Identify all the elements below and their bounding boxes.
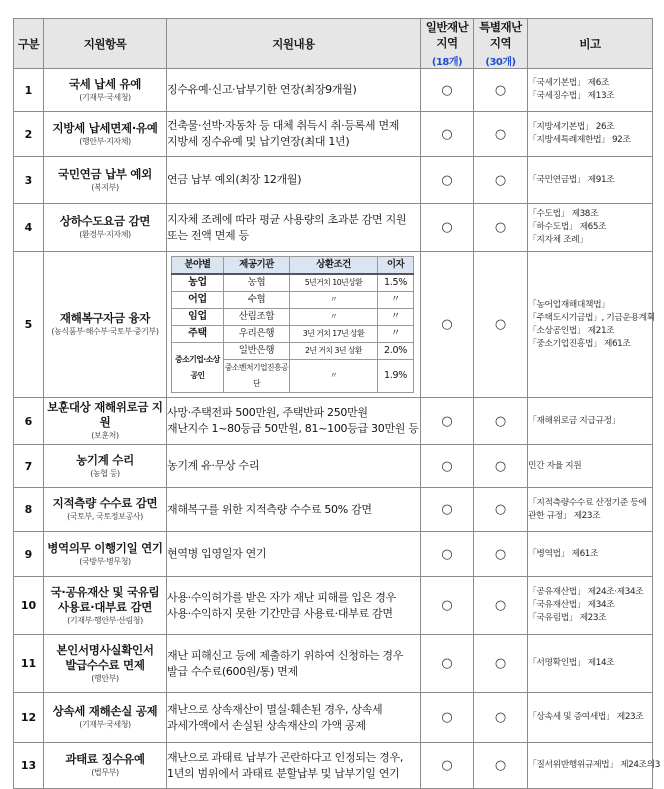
general-area-mark: ○ — [421, 445, 474, 488]
loan-header-rate: 이자 — [378, 257, 414, 275]
disaster-support-table — [13, 18, 660, 789]
row-number: 2 — [14, 112, 44, 157]
special-area-mark: ○ — [474, 204, 528, 252]
special-area-mark: ○ — [474, 532, 528, 577]
legal-basis-note — [528, 445, 653, 488]
legal-basis-note — [528, 532, 653, 577]
legal-basis-note — [528, 488, 653, 532]
loan-terms: 〃 — [290, 309, 378, 326]
support-content — [167, 635, 421, 693]
general-area-mark: ○ — [421, 252, 474, 398]
table-row — [14, 693, 653, 743]
item-title: 국민연금 납부 예외 — [58, 166, 152, 181]
loan-terms: 〃 — [290, 360, 378, 393]
support-item — [44, 252, 167, 398]
item-title: 국세 납세 유예 — [68, 76, 142, 91]
loan-provider: 농협 — [224, 274, 290, 292]
content-line: 사용·수익허가를 받은 자가 재난 피해를 입은 경우 — [167, 590, 396, 604]
item-agency: (국방부·병무청) — [79, 556, 131, 566]
table-row — [14, 743, 653, 789]
support-content — [167, 204, 421, 252]
item-title: 본인서명사실확인서 — [56, 642, 154, 657]
special-area-mark: ○ — [474, 488, 528, 532]
note-line: 「국유재산법」 제34조 — [528, 600, 615, 610]
loan-provider: 우리은행 — [224, 326, 290, 343]
loan-rate: 1.9% — [378, 360, 414, 393]
content-line: 과세가액에서 손실된 상속재산의 가액 공제 — [167, 718, 366, 732]
row-number: 13 — [14, 743, 44, 789]
header-item: 지원항목 — [44, 19, 167, 69]
loan-header-provider: 제공기관 — [224, 257, 290, 275]
general-area-mark: ○ — [421, 635, 474, 693]
special-area-mark: ○ — [474, 69, 528, 112]
support-content — [167, 532, 421, 577]
support-item — [44, 204, 167, 252]
item-agency: (기재부·행안부·산림청) — [67, 615, 143, 625]
special-area-mark: ○ — [474, 743, 528, 789]
header-note: 비고 — [528, 19, 653, 69]
support-item — [44, 693, 167, 743]
note-line: 「재해위로금 지급규정」 — [528, 415, 621, 426]
support-item — [44, 532, 167, 577]
support-item — [44, 69, 167, 112]
item-title: 발급수수료 면제 — [65, 657, 145, 672]
loan-field: 농업 — [172, 274, 224, 292]
loan-row — [172, 292, 414, 309]
content-line: 건축물·선박·자동차 등 대체 취득시 취·등록세 면제 — [167, 119, 400, 132]
general-area-mark: ○ — [421, 157, 474, 204]
loan-rate: 〃 — [378, 309, 414, 326]
note-line: 「지방세특례제한법」 92조 — [528, 135, 631, 145]
legal-basis-note — [528, 252, 653, 398]
support-item — [44, 635, 167, 693]
item-title: 병역의무 이행기일 연기 — [47, 540, 163, 555]
item-title: 상하수도요금 감면 — [59, 214, 151, 228]
row-number: 8 — [14, 488, 44, 532]
content-line: 또는 전액 면제 등 — [167, 228, 249, 242]
support-content — [167, 743, 421, 789]
note-line: 「중소기업진흥법」 제61조 — [528, 338, 631, 349]
support-item — [44, 157, 167, 204]
note-line: 「질서위반행위규제법」 제24조의3 — [528, 760, 660, 770]
support-item — [44, 112, 167, 157]
general-area-mark: ○ — [421, 69, 474, 112]
row-number: 7 — [14, 445, 44, 488]
support-item — [44, 398, 167, 445]
general-area-mark: ○ — [421, 488, 474, 532]
content-line: 연금 납부 예외(최장 12개월) — [167, 173, 302, 186]
note-line: 관한 규정」 제23조 — [528, 510, 601, 521]
loan-subtable — [171, 256, 414, 393]
row-number: 11 — [14, 635, 44, 693]
row-number: 3 — [14, 157, 44, 204]
row-number: 6 — [14, 398, 44, 445]
note-line: 「수도법」 제38조 — [528, 209, 599, 219]
legal-basis-note — [528, 635, 653, 693]
special-area-mark: ○ — [474, 693, 528, 743]
note-line: 「하수도법」 제65조 — [528, 222, 607, 232]
loan-row — [172, 343, 414, 360]
special-area-mark: ○ — [474, 398, 528, 445]
item-title: 재해복구자금 융자 — [59, 311, 151, 325]
legal-basis-note — [528, 112, 653, 157]
row-number: 4 — [14, 204, 44, 252]
note-line: 「병역법」 제61조 — [528, 548, 599, 559]
note-line: 「농어업재해대책법」 — [528, 299, 610, 310]
support-item — [44, 445, 167, 488]
support-content — [167, 693, 421, 743]
special-area-mark: ○ — [474, 157, 528, 204]
header-special-area — [474, 19, 528, 69]
item-agency: (농협 등) — [90, 468, 120, 478]
table-row — [14, 398, 653, 445]
legal-basis-note — [528, 743, 660, 789]
legal-basis-note — [528, 69, 653, 112]
loan-header-terms: 상환조건 — [290, 257, 378, 275]
header-general-count: (18개) — [431, 57, 463, 68]
note-line: 「국세징수법」 제13조 — [528, 91, 615, 101]
general-area-mark: ○ — [421, 398, 474, 445]
loan-terms: 2년 거치 3년 상환 — [290, 343, 378, 360]
table-row — [14, 157, 653, 204]
item-agency: (복지부) — [91, 182, 119, 192]
general-area-mark: ○ — [421, 693, 474, 743]
table-row — [14, 532, 653, 577]
general-area-mark: ○ — [421, 112, 474, 157]
legal-basis-note — [528, 693, 653, 743]
content-line: 지방세 징수유예 및 납기연장(최대 1년) — [167, 135, 350, 148]
support-content — [167, 157, 421, 204]
note-line: 「국민연금법」 제91조 — [528, 174, 615, 185]
content-line: 징수유예·신고·납부기한 연장(최장9개월) — [167, 83, 357, 96]
support-content — [167, 252, 421, 398]
loan-field: 어업 — [172, 292, 224, 309]
loan-provider: 중소벤처기업진흥공단 — [224, 360, 290, 393]
note-line: 「서명확인법」 제14조 — [528, 658, 615, 668]
item-agency: (환경부·지자체) — [79, 230, 131, 239]
header-num: 구분 — [14, 19, 44, 69]
item-title: 상속세 재해손실 공제 — [52, 704, 158, 718]
header-general-label: 일반재난지역 — [425, 20, 469, 50]
item-title: 사용료·대부료 감면 — [57, 599, 153, 614]
content-line: 농기계 유·무상 수리 — [167, 459, 260, 472]
item-agency: (행안부·지자체) — [79, 136, 131, 146]
content-line: 사망·주택전파 500만원, 주택반파 250만원 — [167, 406, 368, 419]
loan-header-field: 분야별 — [172, 257, 224, 275]
header-special-label: 특별재난지역 — [479, 20, 522, 50]
legal-basis-note — [528, 398, 653, 445]
loan-field: 임업 — [172, 309, 224, 326]
support-content — [167, 112, 421, 157]
note-line: 민간 자율 지원 — [528, 460, 582, 471]
support-item — [44, 488, 167, 532]
item-title: 국·공유재산 및 국유림 — [50, 584, 160, 599]
table-row — [14, 112, 653, 157]
item-agency: (농식품부·해수부·국토부·중기부) — [51, 327, 159, 336]
special-area-mark: ○ — [474, 112, 528, 157]
item-title: 농기계 수리 — [76, 452, 134, 467]
general-area-mark: ○ — [421, 532, 474, 577]
loan-rate: 〃 — [378, 326, 414, 343]
special-area-mark: ○ — [474, 635, 528, 693]
support-item — [44, 577, 167, 635]
legal-basis-note — [528, 157, 653, 204]
support-content — [167, 69, 421, 112]
row-number: 9 — [14, 532, 44, 577]
header-special-count: (30개) — [485, 57, 516, 68]
row-number: 12 — [14, 693, 44, 743]
content-line: 재난지수 1~80등급 50만원, 81~100등급 30만원 등 — [167, 422, 419, 435]
item-agency: (법무부) — [91, 768, 119, 777]
loan-header-row — [172, 257, 414, 275]
content-line: 사용·수익하지 못한 기간만큼 사용료·대부료 감면 — [167, 606, 393, 620]
note-line: 「소상공인법」 제21조 — [528, 325, 615, 336]
table-row — [14, 204, 653, 252]
table-header-row — [14, 19, 653, 69]
note-line: 「지자체 조례」 — [528, 235, 588, 245]
note-line: 「국세기본법」 제6조 — [528, 78, 610, 88]
general-area-mark: ○ — [421, 577, 474, 635]
special-area-mark: ○ — [474, 577, 528, 635]
note-line: 「주택도시기금법」, 기금운용계획 — [528, 312, 655, 323]
note-line: 「상속세 및 증여세법」 제23조 — [528, 712, 644, 722]
loan-row — [172, 309, 414, 326]
support-content — [167, 445, 421, 488]
legal-basis-note — [528, 204, 653, 252]
content-line: 현역병 입영일자 연기 — [167, 547, 267, 560]
table-row — [14, 252, 653, 398]
item-title: 과태료 징수유예 — [65, 752, 145, 766]
table-row — [14, 488, 653, 532]
content-line: 재해복구를 위한 지적측량 수수료 50% 감면 — [167, 502, 372, 516]
loan-row — [172, 274, 414, 292]
header-general-area — [421, 19, 474, 69]
item-agency: (기재부·국세청) — [79, 92, 131, 102]
content-line: 1년의 범위에서 과태료 분할납부 및 납부기일 연기 — [167, 766, 400, 780]
item-title: 보훈대상 재해위로금 지원 — [47, 400, 163, 429]
item-agency: (기재부·국세청) — [79, 720, 131, 729]
item-title: 지방세 납세면제·유예 — [52, 120, 158, 135]
support-content — [167, 577, 421, 635]
general-area-mark: ○ — [421, 743, 474, 789]
content-line: 재난으로 과태료 납부가 곤란하다고 인정되는 경우, — [167, 750, 404, 764]
legal-basis-note — [528, 577, 653, 635]
table-row — [14, 635, 653, 693]
content-line: 지자체 조례에 따라 평균 사용량의 초과분 감면 지원 — [167, 212, 407, 226]
loan-terms: 3년 거치 17년 상환 — [290, 326, 378, 343]
table-row — [14, 69, 653, 112]
item-title: 지적측량 수수료 감면 — [52, 496, 158, 510]
special-area-mark: ○ — [474, 252, 528, 398]
loan-terms: 5년거치 10년상환 — [290, 274, 378, 292]
loan-provider: 수협 — [224, 292, 290, 309]
loan-provider: 산림조합 — [224, 309, 290, 326]
loan-terms: 〃 — [290, 292, 378, 309]
item-agency: (국토부, 국토정보공사) — [67, 512, 143, 521]
note-line: 「지적측량수수료 산정기준 등에 — [528, 497, 647, 508]
support-content — [167, 488, 421, 532]
content-line: 재난으로 상속재산이 멸실·훼손된 경우, 상속세 — [167, 702, 383, 716]
row-number: 10 — [14, 577, 44, 635]
item-agency: (보훈처) — [91, 431, 119, 440]
item-agency: (행안부) — [91, 673, 119, 683]
loan-provider: 일반은행 — [224, 343, 290, 360]
row-number: 5 — [14, 252, 44, 398]
table-row — [14, 577, 653, 635]
loan-rate: 1.5% — [378, 274, 414, 292]
support-item — [44, 743, 167, 789]
header-content: 지원내용 — [167, 19, 421, 69]
loan-field: 주택 — [172, 326, 224, 343]
loan-field: 중소기업·소상공인 — [172, 343, 224, 393]
content-line: 발급 수수료(600원/통) 면제 — [167, 664, 298, 678]
loan-row — [172, 326, 414, 343]
note-line: 「국유림법」 제23조 — [528, 613, 607, 623]
content-line: 재난 피해신고 등에 제출하기 위하여 신청하는 경우 — [167, 648, 404, 662]
row-number: 1 — [14, 69, 44, 112]
loan-rate: 〃 — [378, 292, 414, 309]
general-area-mark: ○ — [421, 204, 474, 252]
support-content — [167, 398, 421, 445]
special-area-mark: ○ — [474, 445, 528, 488]
note-line: 「지방세기본법」 26조 — [528, 122, 615, 132]
loan-rate: 2.0% — [378, 343, 414, 360]
note-line: 「공유재산법」 제24조·제34조 — [528, 587, 644, 597]
table-row — [14, 445, 653, 488]
